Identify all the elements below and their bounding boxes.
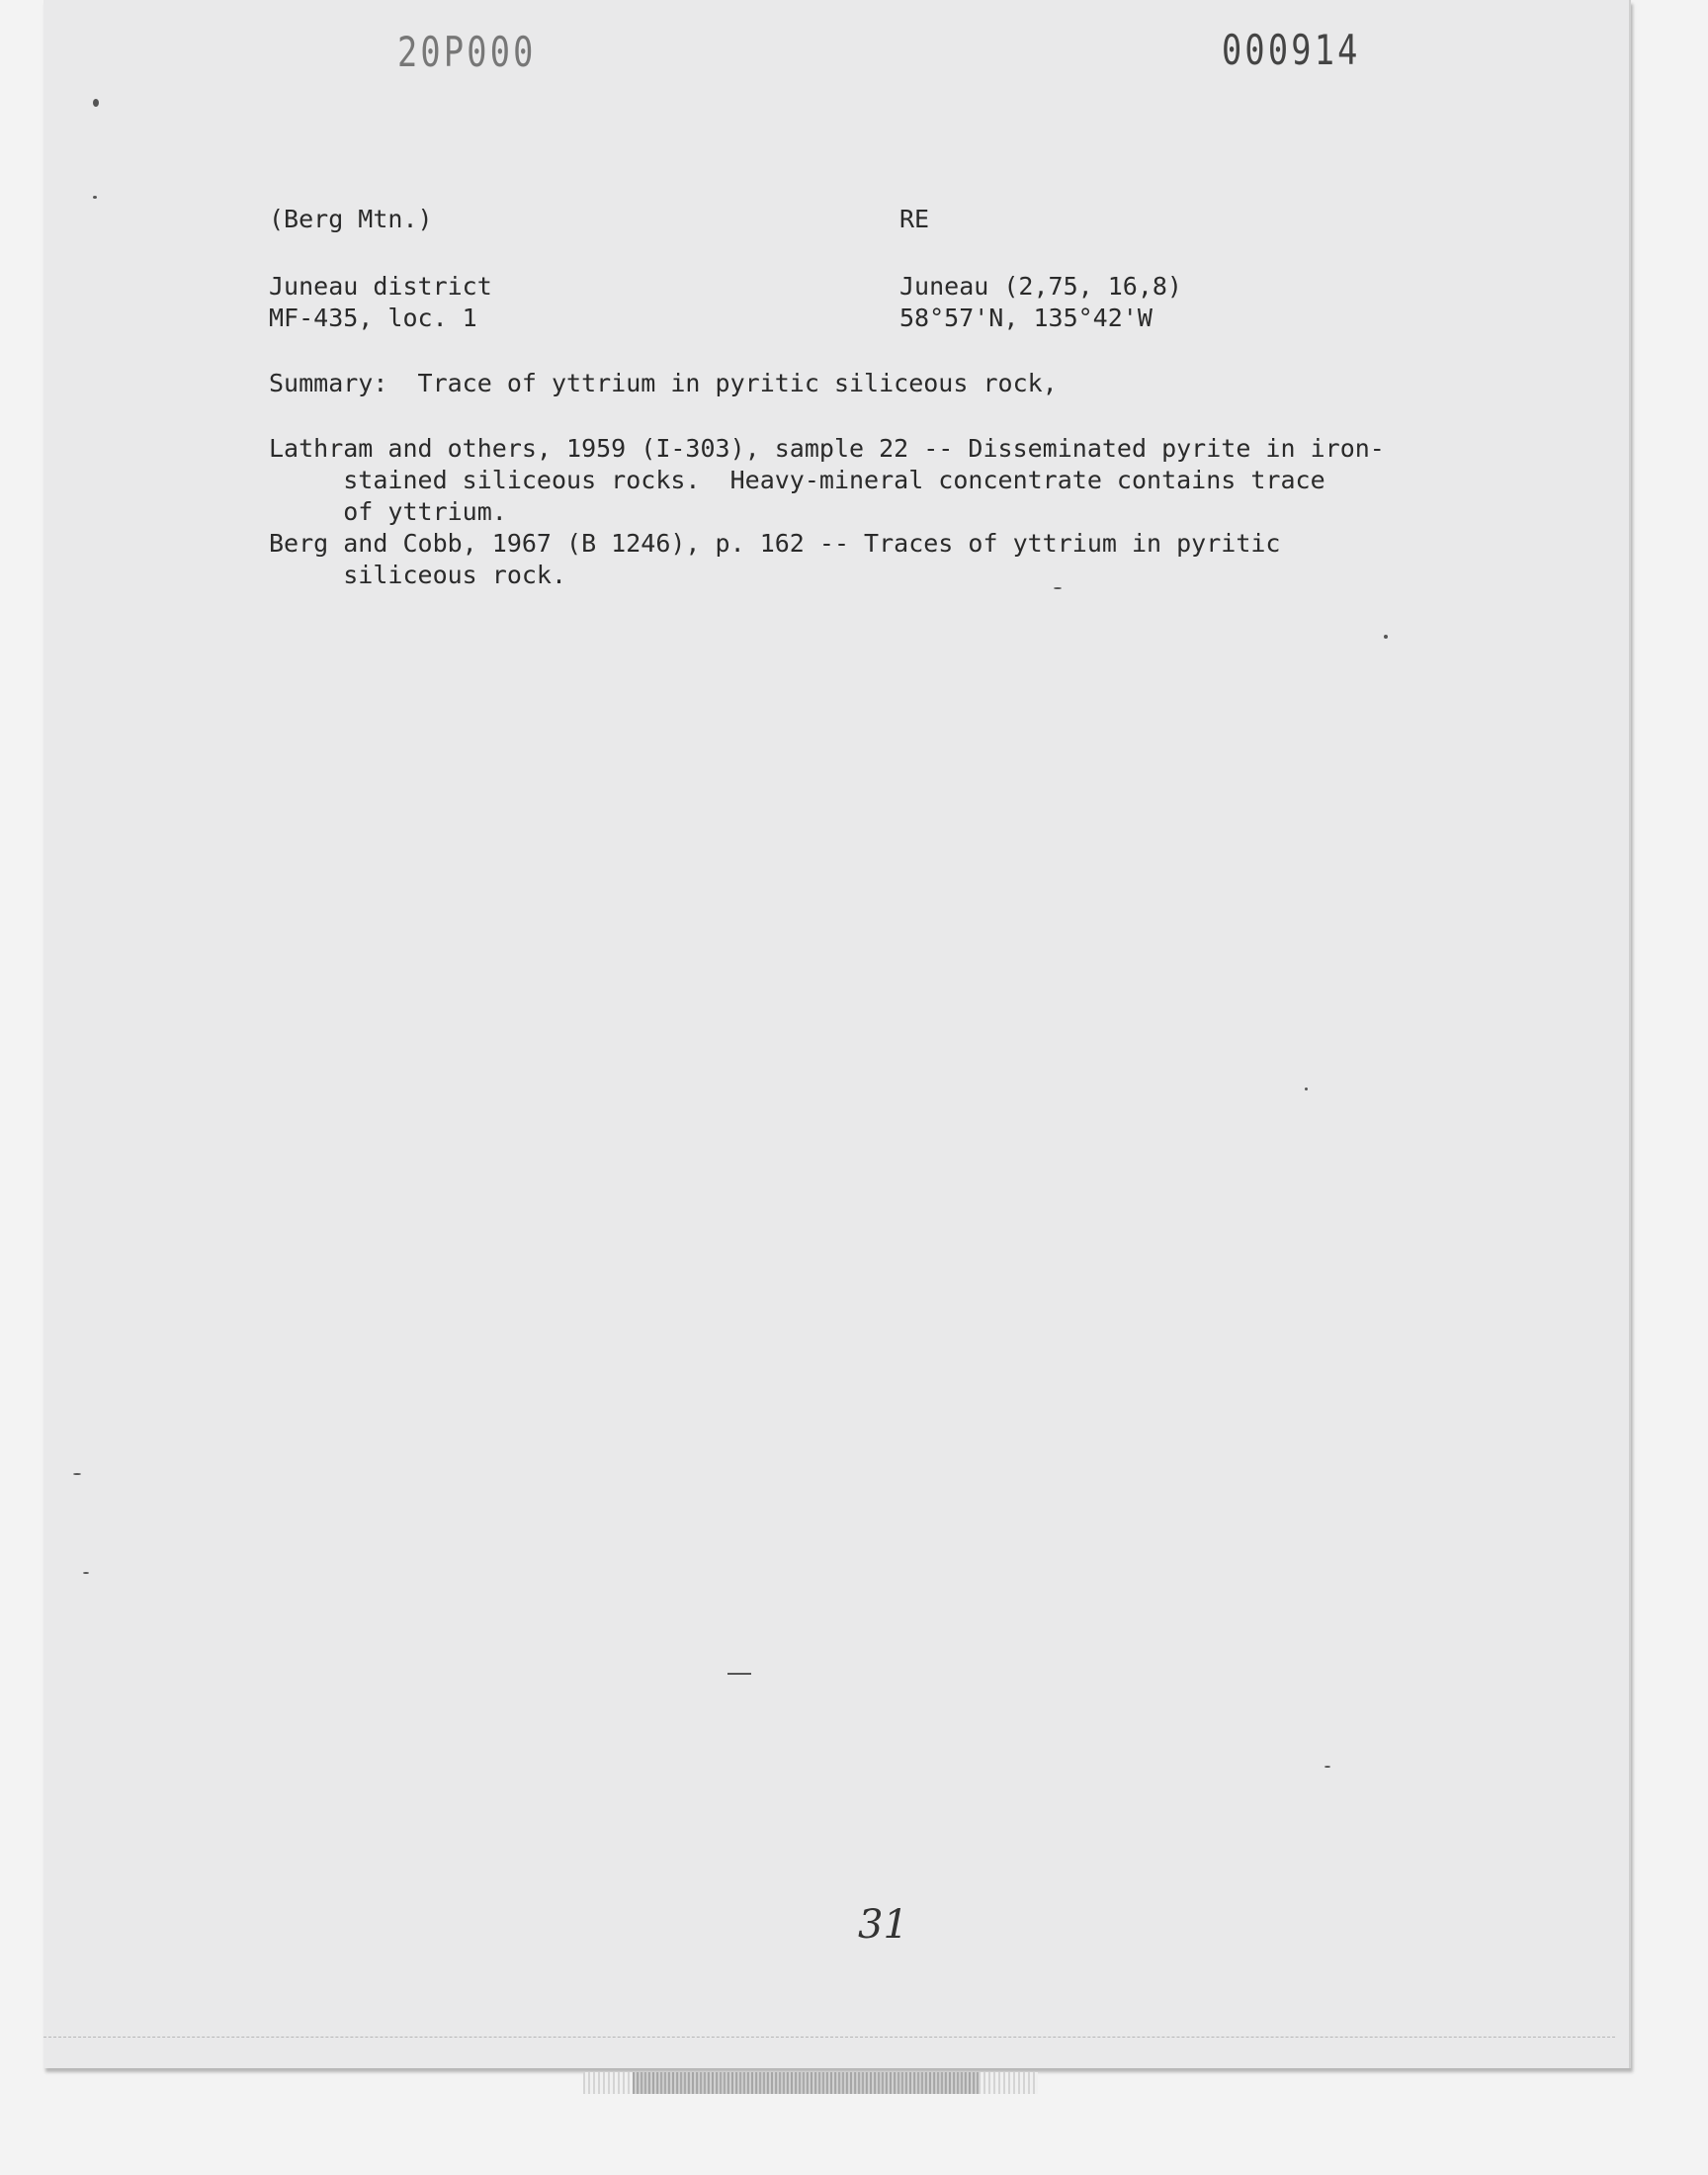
reference-line: siliceous rock. xyxy=(269,561,567,589)
scan-speck xyxy=(93,99,99,107)
scan-speck xyxy=(83,1572,89,1574)
map-reference: MF-435, loc. 1 xyxy=(269,304,477,332)
page-bottom-edge xyxy=(43,2037,1615,2038)
coordinates: 58°57'N, 135°42'W xyxy=(899,304,1153,332)
scan-speck xyxy=(727,1673,751,1675)
quadrangle: Juneau (2,75, 16,8) xyxy=(899,272,1182,301)
record-name: (Berg Mtn.) xyxy=(269,205,433,233)
reference-line: Berg and Cobb, 1967 (B 1246), p. 162 -- Traces of yttrium in pyritic xyxy=(269,529,1281,558)
summary: Summary: Trace of yttrium in pyritic siliceous rock, xyxy=(269,369,1058,397)
scan-artifact-strip xyxy=(633,2072,979,2094)
document-page xyxy=(43,0,1631,2068)
record-code: RE xyxy=(899,205,930,233)
handwritten-page-number: 31 xyxy=(858,1902,908,1948)
scan-speck xyxy=(1324,1766,1330,1768)
scan-speck xyxy=(93,196,97,199)
reference-line: stained siliceous rocks. Heavy-mineral concentrate contains trace xyxy=(269,466,1325,494)
scan-speck xyxy=(1054,587,1062,589)
district: Juneau district xyxy=(269,272,492,301)
scan-speck xyxy=(1384,635,1388,639)
stamp-number-right: 000914 xyxy=(1222,26,1361,74)
reference-line: of yttrium. xyxy=(269,497,507,526)
scan-speck xyxy=(73,1473,81,1475)
stamp-number-left: 20P000 xyxy=(397,28,537,76)
reference-line: Lathram and others, 1959 (I-303), sample 22 -- Disseminated pyrite in iron- xyxy=(269,434,1385,463)
scan-speck xyxy=(1305,1088,1308,1090)
